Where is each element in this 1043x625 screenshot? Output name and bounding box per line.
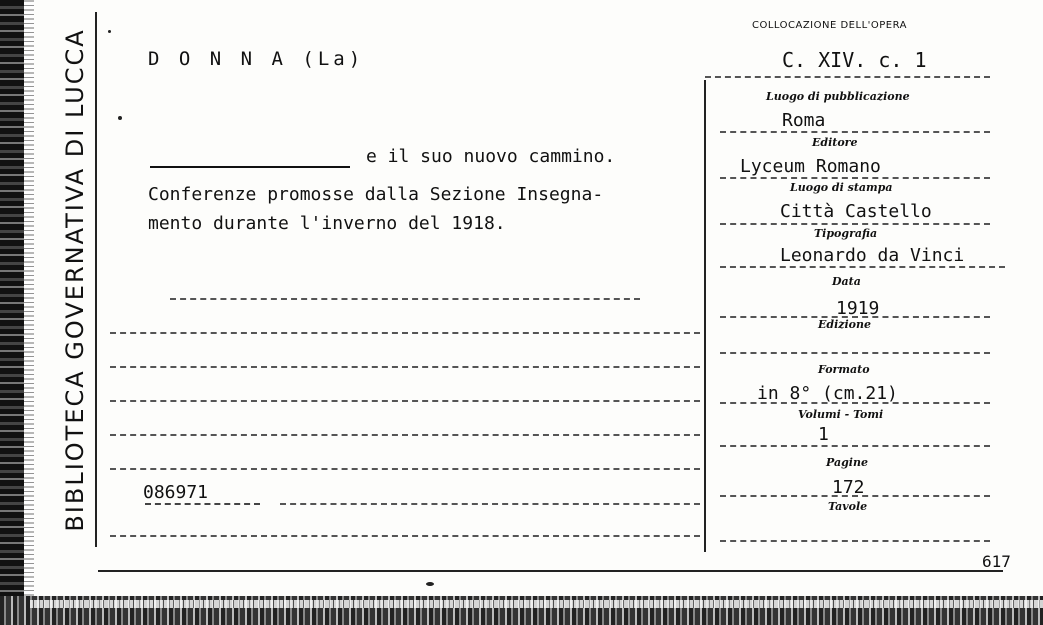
library-stamp bbox=[50, 10, 100, 550]
right-column-divider bbox=[704, 80, 706, 552]
field-value-luogo-pubblicazione: Roma bbox=[782, 110, 826, 131]
field-line bbox=[720, 402, 990, 404]
collocazione-header: COLLOCAZIONE DELL'OPERA bbox=[752, 20, 907, 31]
field-line bbox=[720, 445, 990, 447]
field-label-formato: Formato bbox=[818, 363, 870, 376]
field-value-volumi-tomi: 1 bbox=[818, 424, 829, 445]
field-label-edizione: Edizione bbox=[818, 318, 872, 331]
field-line bbox=[720, 495, 990, 497]
field-value-tipografia: Leonardo da Vinci bbox=[780, 245, 965, 266]
card-subtitle: e il suo nuovo cammino. bbox=[366, 146, 616, 167]
field-line bbox=[720, 266, 1005, 268]
field-value-pagine: 172 bbox=[832, 477, 865, 498]
ruled-line bbox=[110, 332, 700, 334]
field-line bbox=[720, 177, 990, 179]
field-label-luogo-stampa: Luogo di stampa bbox=[790, 181, 893, 194]
field-label-pagine: Pagine bbox=[826, 456, 868, 469]
field-value-luogo-stampa: Città Castello bbox=[780, 201, 932, 222]
description-line-2: mento durante l'inverno del 1918. bbox=[148, 213, 506, 234]
field-label-editore: Editore bbox=[812, 136, 858, 149]
ink-speck bbox=[108, 30, 111, 33]
collocazione-value: C. XIV. c. 1 bbox=[782, 48, 927, 72]
scan-edge-bottom-noise bbox=[30, 600, 1043, 608]
scan-edge-left bbox=[0, 0, 24, 625]
inventory-underline bbox=[145, 503, 260, 505]
field-label-volumi-tomi: Volumi - Tomi bbox=[798, 408, 884, 421]
library-name: BIBLIOTECA GOVERNATIVA DI LUCCA bbox=[61, 28, 89, 532]
field-value-editore: Lyceum Romano bbox=[740, 156, 881, 177]
collocazione-line bbox=[705, 76, 990, 78]
ink-speck bbox=[426, 582, 434, 586]
ruled-line bbox=[110, 434, 700, 436]
title-blank-line bbox=[150, 166, 350, 168]
scan-edge-left-noise bbox=[24, 0, 34, 625]
field-line bbox=[720, 131, 990, 133]
inventory-number: 086971 bbox=[143, 482, 209, 503]
card-title: D O N N A (La) bbox=[148, 48, 365, 70]
field-line bbox=[720, 352, 990, 354]
field-line bbox=[720, 540, 990, 542]
ruled-line bbox=[170, 298, 640, 300]
ruled-line bbox=[110, 535, 700, 537]
ruled-line bbox=[110, 468, 700, 470]
left-border-line bbox=[95, 12, 97, 547]
ruled-line bbox=[110, 400, 700, 402]
field-value-data: 1919 bbox=[836, 298, 880, 319]
ink-speck bbox=[118, 116, 122, 120]
field-label-luogo-pubblicazione: Luogo di pubblicazione bbox=[766, 90, 910, 103]
field-line bbox=[720, 223, 990, 225]
field-value-formato: in 8° (cm.21) bbox=[757, 383, 898, 404]
page-number: 617 bbox=[982, 552, 1011, 571]
ruled-line bbox=[110, 366, 700, 368]
field-label-tavole: Tavole bbox=[828, 500, 868, 513]
field-label-data: Data bbox=[832, 275, 861, 288]
bottom-border-line bbox=[98, 570, 1003, 572]
ruled-line bbox=[280, 503, 700, 505]
card-description bbox=[148, 180, 708, 238]
description-line-1: Conferenze promosse dalla Sezione Insegna- bbox=[148, 184, 604, 205]
field-label-tipografia: Tipografia bbox=[814, 227, 878, 240]
